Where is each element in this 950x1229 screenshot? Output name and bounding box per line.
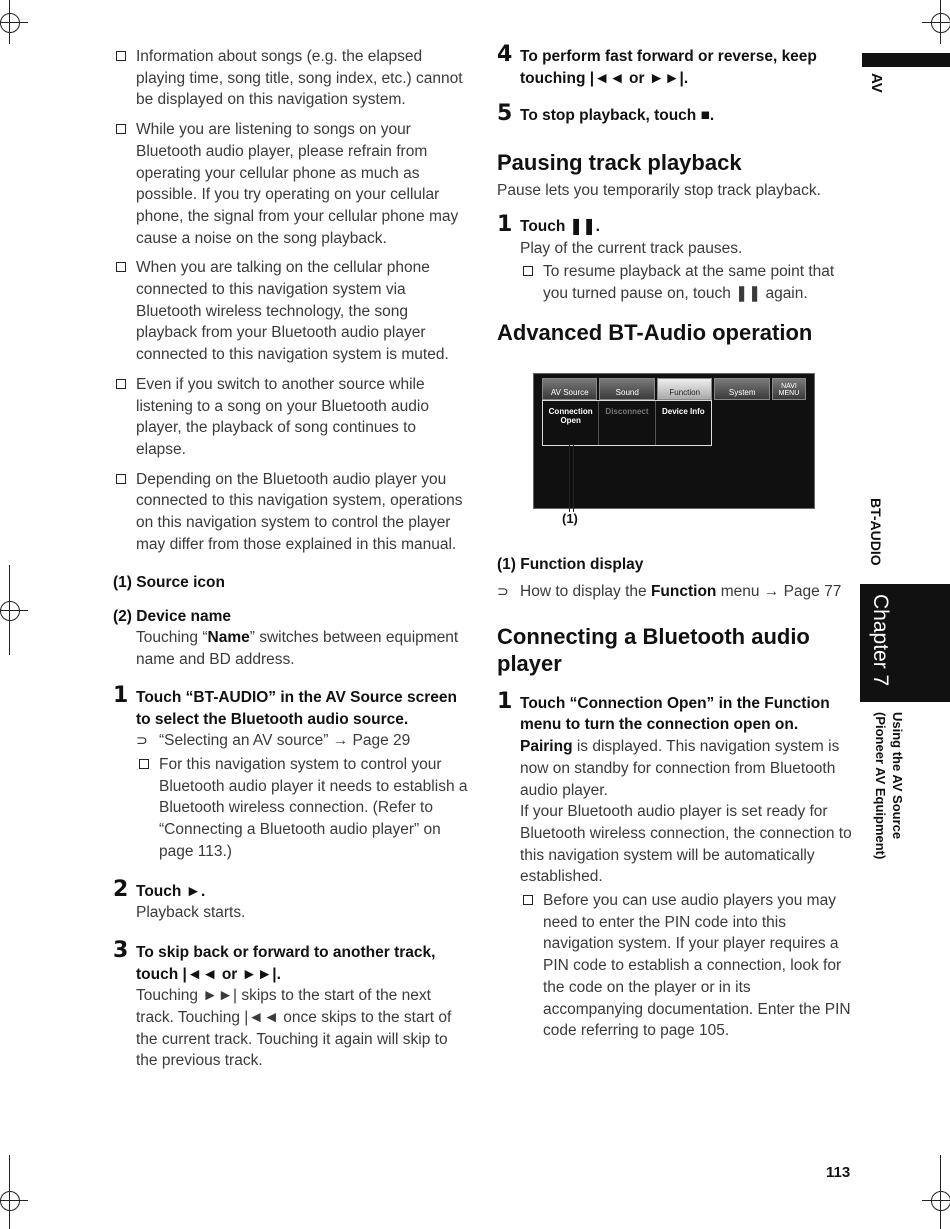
right-column-lower — [497, 555, 852, 1050]
right-column — [497, 42, 852, 346]
step-desc: Touching ►►| skips to the start of the next track. Touching |◄◄ once skips to the start of the current track. Touching it again will skip to the previous track. — [136, 987, 452, 1070]
chapter-label: Chapter 7 — [869, 594, 892, 687]
step-3 — [113, 937, 468, 1072]
registration-mark — [931, 1191, 950, 1213]
step-number: 5 — [497, 101, 513, 127]
menu-item-connection-open: Connection Open — [543, 401, 599, 445]
side-label-bt-audio: BT-AUDIO — [868, 498, 884, 566]
note-bullet: Information about songs (e.g. the elapsed playing time, song title, song index, etc.) cannot be displayed on this navigation system. — [113, 46, 468, 111]
step-number: 3 — [113, 937, 129, 963]
step-title: To stop playback, touch ■. — [520, 107, 715, 125]
step-number: 1 — [497, 211, 513, 237]
device-name-label: (2) Device name — [113, 608, 232, 626]
step-title: Touch ❚❚. — [520, 217, 600, 235]
note-bullet: To resume playback at the same point that you turned pause on, touch ❚❚ again. — [520, 261, 852, 304]
tab-function: Function — [657, 378, 712, 400]
side-label-using: Using the AV Source (Pioneer AV Equipment) — [873, 712, 905, 860]
reference-arrow: ⊃ How to display the Function menu → Page 77 — [497, 581, 852, 603]
function-menu-screenshot — [533, 373, 815, 509]
step-title: Touch “BT-AUDIO” in the AV Source screen to select the Bluetooth audio source. — [136, 688, 457, 728]
step-desc: Pairing is displayed. This navigation system is now on standby for connection from Bluetooth audio player. — [520, 738, 840, 799]
callout-line — [569, 444, 570, 512]
step-number: 4 — [497, 42, 513, 67]
note-bullet: Even if you switch to another source while listening to a song on your Bluetooth audio player, the playback of song continues to elapse. — [113, 374, 468, 461]
tab-av-source: AV Source — [542, 378, 597, 400]
menu-item-device-info: Device Info — [661, 407, 705, 416]
step-title: Touch ►. — [136, 882, 206, 900]
tab-navi-menu: NAVI MENU — [772, 378, 806, 400]
step-desc: If your Bluetooth audio player is set ready for Bluetooth wireless connection, the connection to this navigation system will be automatically established. — [520, 803, 852, 886]
av-tab-bar — [862, 53, 950, 67]
note-bullet: For this navigation system to control your Bluetooth audio player it needs to establish a Bluetooth wireless connection. (Refer to “Connecting a Bluetooth audio player” on page 113.) — [136, 754, 468, 863]
pause-step — [497, 211, 852, 305]
step-title: Touch “Connection Open” in the Function menu to turn the connection open on. — [520, 694, 830, 734]
step-4 — [497, 42, 852, 89]
step-number: 1 — [497, 688, 513, 714]
chapter-tab — [860, 584, 950, 702]
note-bullet: While you are listening to songs on your Bluetooth audio player, please refrain from operating your cellular phone as much as possible. If you try operating on your cellular phone, the signal from your cellular phone may cause a noise on the song playback. — [113, 119, 468, 249]
step-desc: Play of the current track pauses. — [520, 239, 743, 257]
pause-intro: Pause lets you temporarily stop track playback. — [497, 182, 821, 200]
registration-mark — [0, 13, 22, 35]
reference-arrow: ⊃ “Selecting an AV source” → Page 29 — [136, 730, 468, 752]
step-number: 1 — [113, 682, 129, 708]
step-1 — [113, 682, 468, 863]
screen-tabs — [542, 378, 806, 400]
step-5 — [497, 101, 852, 127]
callout-line — [573, 444, 574, 512]
advanced-heading: Advanced BT-Audio operation — [497, 319, 813, 345]
registration-mark — [0, 1191, 22, 1213]
device-name-desc: Touching “Name” switches between equipment name and BD address. — [136, 629, 459, 669]
tab-system: System — [714, 378, 769, 400]
callout-label: (1) — [562, 511, 578, 526]
step-2 — [113, 876, 468, 924]
step-title: To skip back or forward to another track, touch |◄◄ or ►►|. — [136, 943, 436, 983]
menu-item-disconnect: Disconnect — [599, 401, 655, 445]
source-icon-label: (1) Source icon — [113, 574, 225, 592]
arrow-icon: ⊃ — [136, 732, 148, 749]
function-display-label: (1) Function display — [497, 556, 644, 573]
step-title: To perform fast forward or reverse, keep touching |◄◄ or ►►|. — [520, 48, 817, 87]
tab-sound: Sound — [599, 378, 654, 400]
connect-heading: Connecting a Bluetooth audio player — [497, 623, 810, 676]
note-bullet: Depending on the Bluetooth audio player you connected to this navigation system, operations on this navigation system to control the player may differ from those explained in this manual. — [113, 469, 468, 556]
connect-step — [497, 688, 852, 1042]
note-bullet: Before you can use audio players you may need to enter the PIN code into this navigation system. If your player requires a PIN code to establish a connection, look for the code on the player or in its accompanying documentation. Enter the PIN code referring to page 105. — [520, 890, 852, 1042]
arrow-icon: ⊃ — [497, 583, 509, 599]
note-bullet: When you are talking on the cellular phone connected to this navigation system via Bluetooth wireless technology, the song playback from your Bluetooth audio player connected to this navigation system is muted. — [113, 257, 468, 366]
registration-mark — [0, 601, 22, 623]
registration-mark — [931, 13, 950, 35]
page-number: 113 — [826, 1164, 851, 1181]
function-menu — [542, 400, 712, 446]
side-label-av: AV — [868, 73, 885, 93]
step-desc: Playback starts. — [136, 904, 246, 922]
pause-heading: Pausing track playback — [497, 150, 742, 176]
left-column — [113, 46, 468, 1072]
step-number: 2 — [113, 876, 129, 902]
